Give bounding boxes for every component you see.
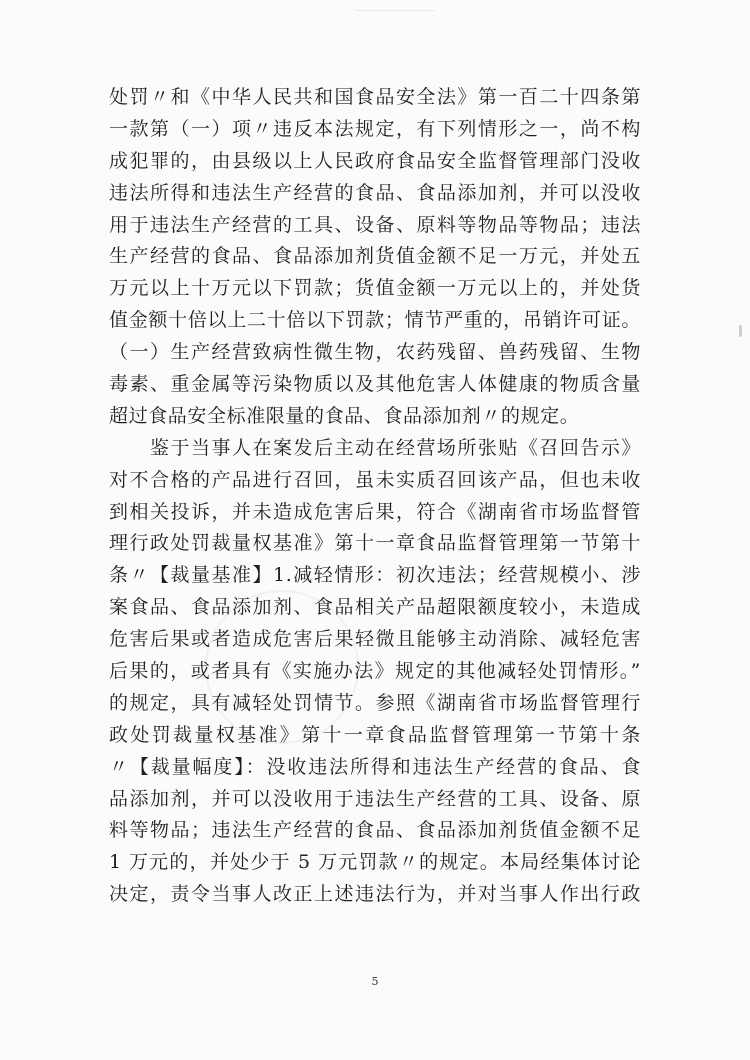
text-line: 决定，责令当事人改正上述违法行为，并对当事人作出行政 [109,883,641,906]
text-line: 1 万元的，并处少于 5 万元罚款〃的规定。本局经集体讨论 [109,851,641,874]
text-line: 料等物品；违法生产经营的食品、食品添加剂货值金额不足 [109,819,641,842]
text-line: 鉴于当事人在案发后主动在经营场所张贴《召回告示》 [109,436,641,459]
body-text [109,82,641,911]
text-line: 成犯罪的，由县级以上人民政府食品安全监督管理部门没收 [109,149,641,172]
text-line: 后果的，或者具有《实施办法》规定的其他减轻处罚情形。” [109,660,641,683]
text-line: 生产经营的食品、食品添加剂货值金额不足一万元，并处五 [109,245,641,268]
text-line: 对不合格的产品进行召回，虽未实质召回该产品，但也未收 [109,468,641,491]
text-line: 用于违法生产经营的工具、设备、原料等物品等物品；违法 [109,213,641,236]
text-line: 到相关投诉，并未造成危害后果，符合《湖南省市场监督管 [109,500,641,523]
text-line: 一款第（一）项〃违反本法规定，有下列情形之一，尚不构 [109,117,641,140]
text-line: 品添加剂，并可以没收用于违法生产经营的工具、设备、原 [109,787,641,810]
text-line: 案食品、食品添加剂、食品相关产品超限额度较小，未造成 [109,596,641,619]
text-line: 条〃【裁量基准】1.减轻情形：初次违法；经营规模小、涉 [109,564,641,587]
text-line: 理行政处罚裁量权基准》第十一章食品监督管理第一节第十 [109,532,641,555]
text-line: 超过食品安全标准限量的食品、食品添加剂〃的规定。 [109,404,580,427]
text-line: 值金额十倍以上二十倍以下罚款；情节严重的，吊销许可证。 [109,309,641,332]
text-line: 毒素、重金属等污染物质以及其他危害人体健康的物质含量 [109,373,641,396]
text-line: （一）生产经营致病性微生物，农药残留、兽药残留、生物 [109,341,641,364]
text-line: 〃【裁量幅度】：没收违法所得和违法生产经营的食品、食 [109,755,641,778]
seal-fragment-top [355,0,435,11]
text-line: 处罚〃和《中华人民共和国食品安全法》第一百二十四条第 [109,86,641,108]
text-line: 政处罚裁量权基准》第十一章食品监督管理第一节第十条 [109,723,641,746]
text-line: 违法所得和违法生产经营的食品、食品添加剂，并可以没收 [109,181,641,204]
page-number: 5 [371,975,379,988]
text-line: 的规定，具有减轻处罚情节。参照《湖南省市场监督管理行 [109,691,641,714]
text-line: 万元以上十万元以下罚款；货值金额一万元以上的，并处货 [109,277,641,300]
text-line: 危害后果或者造成危害后果轻微且能够主动消除、减轻危害 [109,628,641,651]
edge-mark [739,325,742,337]
